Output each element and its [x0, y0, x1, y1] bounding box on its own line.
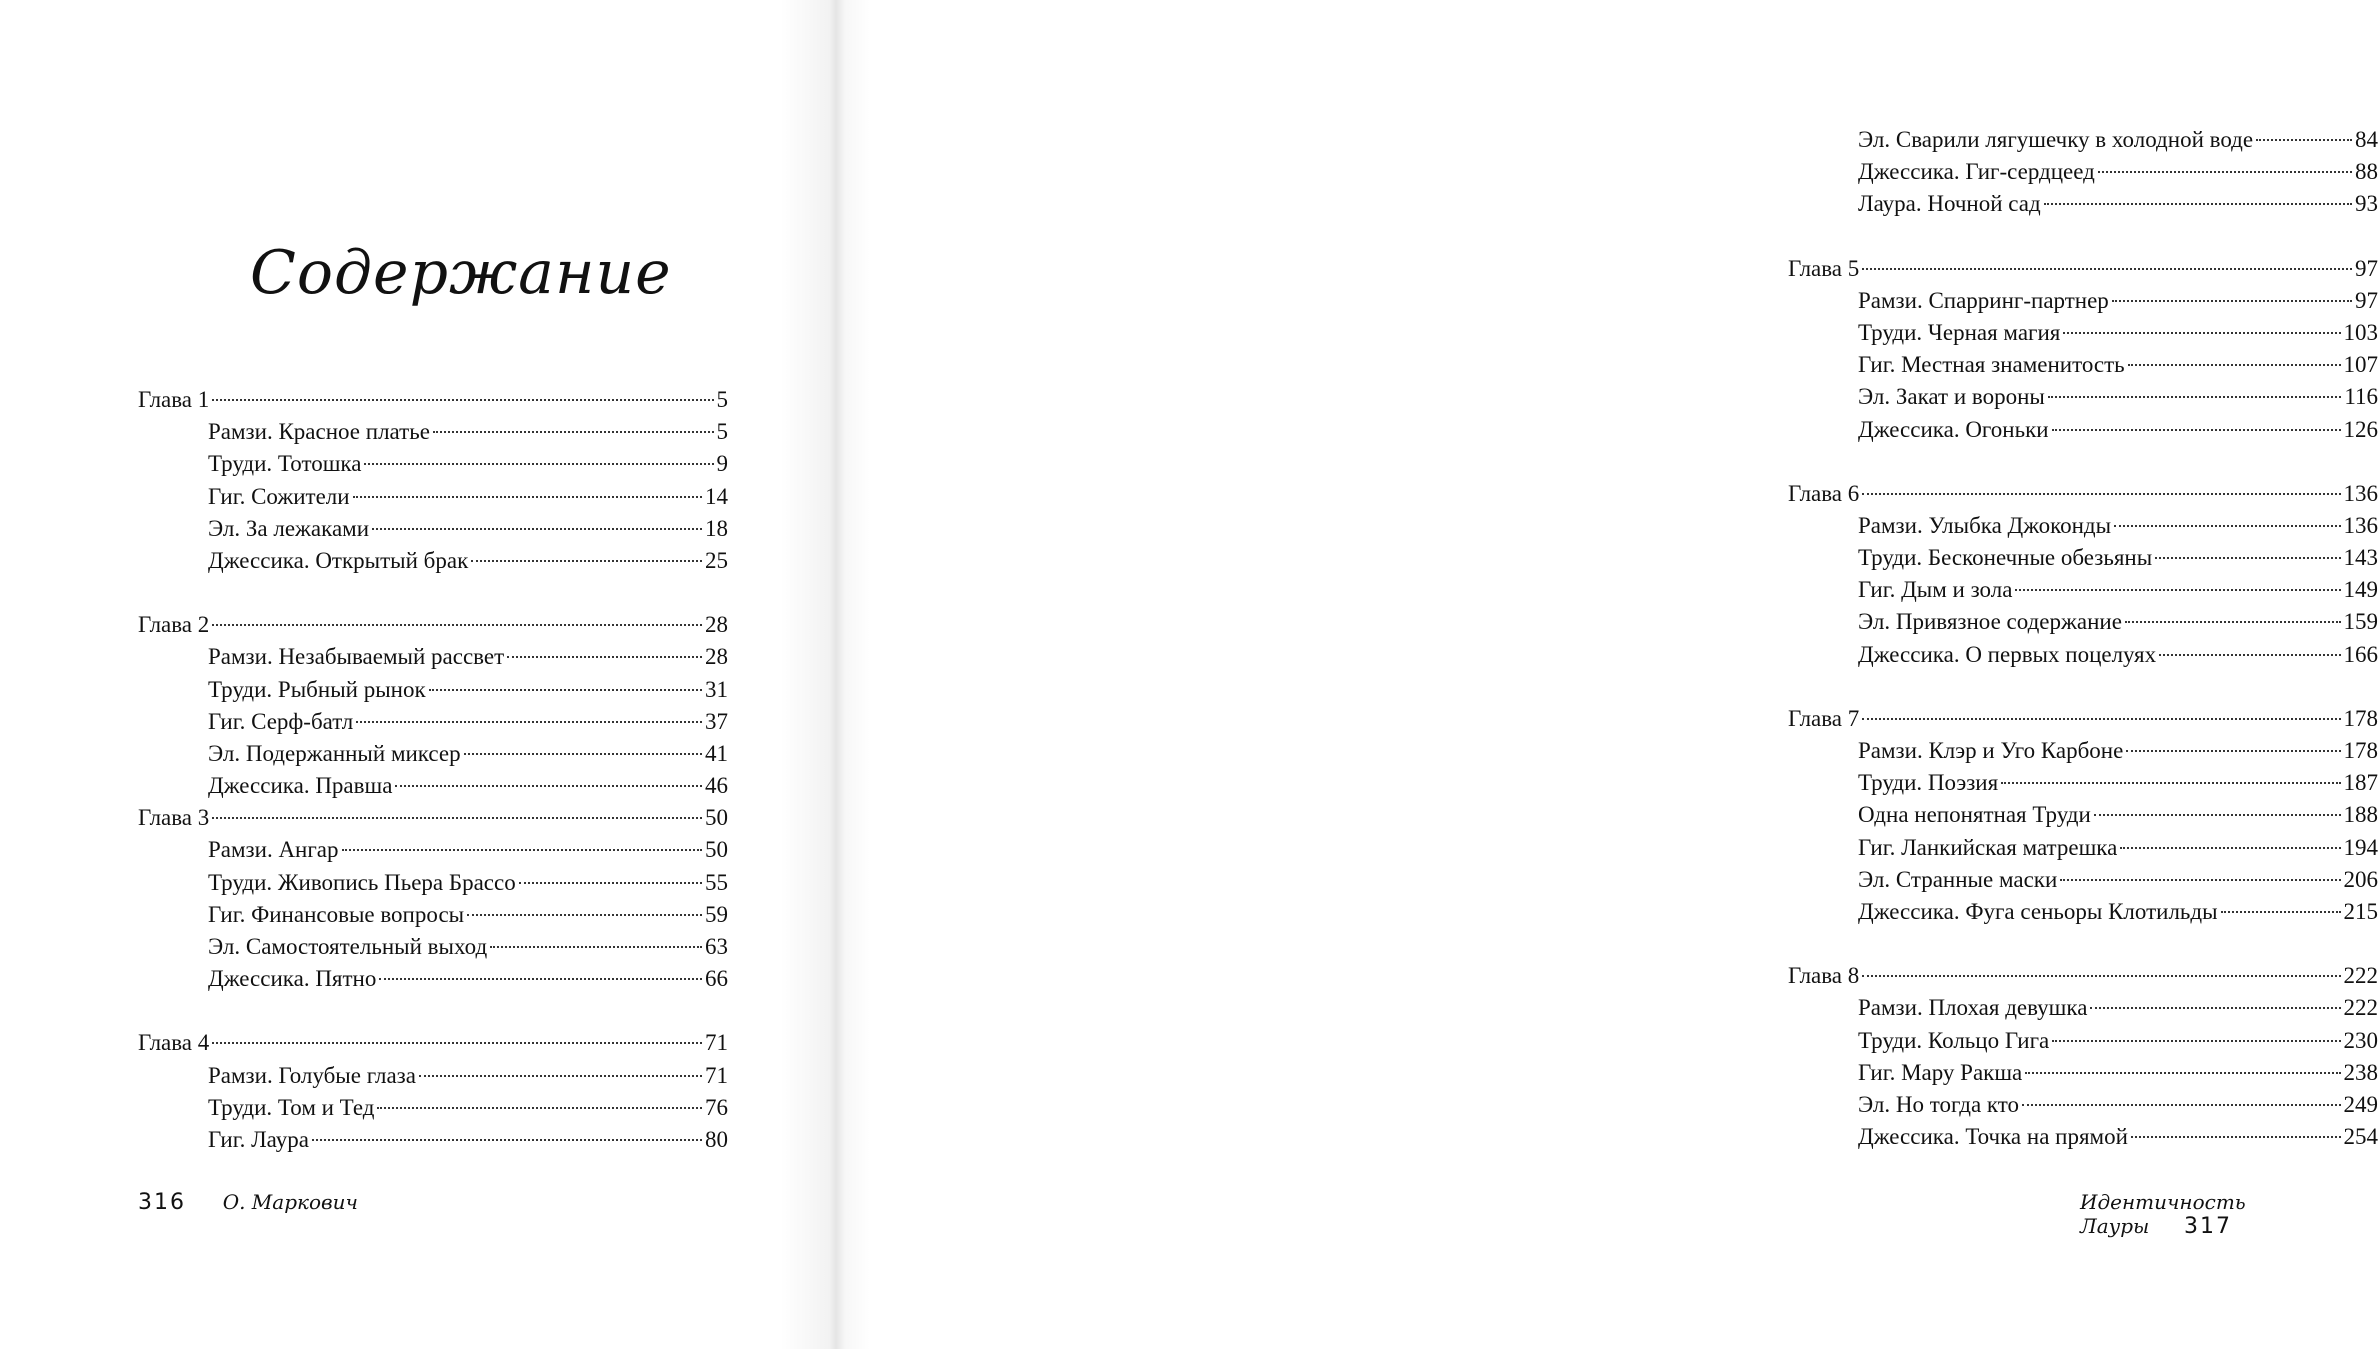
- toc-entry-label: Глава 1: [138, 387, 210, 412]
- toc-entry-label: Гиг. Лаура: [208, 1126, 309, 1152]
- toc-entry-page: 178: [2343, 738, 2378, 763]
- toc-dot-leader: [379, 978, 702, 980]
- toc-entry-label: Джессика. Пятно: [208, 966, 377, 992]
- toc-section-entry: [1788, 1025, 2378, 1057]
- toc-entry-page: 66: [705, 966, 728, 992]
- toc-chapter-entry: [138, 802, 728, 834]
- toc-entry-page: 136: [2343, 480, 2378, 506]
- toc-chapter-entry: [1788, 253, 2378, 285]
- toc-section-entry: [138, 706, 728, 738]
- toc-section-entry: [1788, 542, 2378, 574]
- toc-title: Содержание: [250, 238, 672, 308]
- toc-entry-label: Джессика. Точка на прямой: [1858, 1124, 2128, 1150]
- toc-entry-label: Эл. Сварили лягушечку в холодной воде: [1858, 127, 2254, 152]
- toc-section-entry: [1788, 1089, 2378, 1121]
- toc-spacer: [138, 577, 728, 609]
- toc-dot-leader: [467, 914, 702, 916]
- toc-dot-leader: [212, 624, 702, 626]
- toc-section-entry: [138, 448, 728, 480]
- toc-entry-page: 159: [2343, 609, 2378, 635]
- toc-entry-page: 206: [2343, 866, 2378, 892]
- toc-dot-leader: [312, 1139, 702, 1141]
- toc-dot-leader: [353, 496, 702, 498]
- toc-dot-leader: [212, 399, 713, 401]
- toc-dot-leader: [2063, 332, 2340, 334]
- toc-section-entry: [138, 899, 728, 931]
- toc-section-entry: [1788, 124, 2378, 156]
- toc-entry-page: 71: [705, 1062, 728, 1088]
- toc-dot-leader: [2060, 879, 2340, 881]
- toc-dot-leader: [2125, 621, 2341, 623]
- toc-entry-label: Гиг. Финансовые вопросы: [208, 901, 465, 927]
- toc-entry-label: Эл. Самостоятельный выход: [208, 934, 488, 959]
- toc-list-right: [1788, 124, 2378, 1153]
- toc-entry-label: Эл. Странные маски: [1858, 866, 2058, 892]
- toc-chapter-entry: [138, 609, 728, 641]
- toc-section-entry: [138, 770, 728, 802]
- toc-dot-leader: [395, 785, 702, 787]
- toc-entry-label: Эл. Но тогда кто: [1858, 1091, 2020, 1117]
- toc-entry-page: 126: [2343, 416, 2378, 442]
- toc-dot-leader: [2052, 429, 2341, 431]
- toc-entry-page: 93: [2355, 191, 2378, 217]
- toc-dot-leader: [2256, 139, 2352, 141]
- toc-entry-label: Глава 7: [1788, 705, 1860, 731]
- running-footer-title: Идентичность Лауры: [2080, 1190, 2246, 1238]
- toc-list-left: [138, 384, 728, 1156]
- toc-entry-page: 5: [716, 387, 728, 412]
- toc-entry-label: Рамзи. Спарринг-партнер: [1858, 287, 2109, 313]
- toc-dot-leader: [2094, 814, 2341, 816]
- toc-dot-leader: [372, 528, 702, 530]
- toc-entry-page: 50: [705, 805, 728, 831]
- footer-right: [2080, 1190, 2246, 1239]
- toc-entry-page: 55: [705, 869, 728, 895]
- toc-entry-label: Труди. Живопись Пьера Брассо: [208, 869, 516, 895]
- toc-chapter-entry: [1788, 703, 2378, 735]
- toc-entry-label: Джессика. О первых поцелуях: [1858, 641, 2157, 667]
- toc-entry-page: 76: [705, 1094, 728, 1120]
- toc-entry-label: Рамзи. Улыбка Джоконды: [1858, 512, 2112, 538]
- toc-dot-leader: [433, 431, 714, 433]
- toc-entry-page: 31: [705, 676, 728, 702]
- toc-entry-label: Глава 5: [1788, 255, 1860, 281]
- toc-entry-page: 14: [705, 483, 728, 509]
- toc-section-entry: [138, 963, 728, 995]
- toc-section-entry: [138, 481, 728, 513]
- toc-entry-label: Труди. Бесконечные обезьяны: [1858, 545, 2153, 571]
- toc-dot-leader: [212, 1042, 702, 1044]
- toc-section-entry: [1788, 864, 2378, 896]
- toc-dot-leader: [2112, 300, 2352, 302]
- toc-entry-label: Рамзи. Красное платье: [208, 419, 430, 445]
- toc-section-entry: [1788, 639, 2378, 671]
- toc-dot-leader: [2052, 1040, 2340, 1042]
- toc-entry-page: 28: [705, 644, 728, 670]
- toc-dot-leader: [1862, 718, 2340, 720]
- toc-dot-leader: [2126, 750, 2340, 752]
- toc-entry-page: 59: [705, 901, 728, 927]
- toc-dot-leader: [2022, 1104, 2340, 1106]
- toc-dot-leader: [212, 817, 702, 819]
- toc-section-entry: [1788, 832, 2378, 864]
- toc-section-entry: [1788, 735, 2378, 767]
- toc-entry-page: 9: [716, 451, 728, 477]
- toc-entry-page: 178: [2343, 705, 2378, 731]
- toc-entry-label: Рамзи. Клэр и Уго Карбоне: [1858, 738, 2124, 763]
- toc-section-entry: [1788, 381, 2378, 413]
- toc-entry-label: Глава 4: [138, 1030, 210, 1056]
- toc-chapter-entry: [1788, 478, 2378, 510]
- toc-dot-leader: [519, 882, 702, 884]
- toc-entry-label: Лаура. Ночной сад: [1858, 191, 2041, 217]
- toc-entry-page: 194: [2343, 834, 2378, 860]
- toc-entry-page: 28: [705, 612, 728, 638]
- toc-entry-label: Труди. Рыбный рынок: [208, 676, 426, 702]
- toc-section-entry: [1788, 799, 2378, 831]
- toc-entry-page: 166: [2343, 641, 2378, 667]
- toc-entry-label: Джессика. Гиг-сердцеед: [1858, 159, 2095, 185]
- toc-entry-page: 230: [2343, 1027, 2378, 1053]
- toc-entry-page: 238: [2343, 1059, 2378, 1085]
- running-footer-author: О. Маркович: [222, 1190, 358, 1214]
- toc-entry-page: 215: [2343, 898, 2378, 924]
- toc-dot-leader: [2090, 1007, 2340, 1009]
- toc-entry-page: 18: [705, 515, 728, 541]
- toc-entry-page: 249: [2343, 1091, 2378, 1117]
- toc-entry-label: Эл. Привязное содержание: [1858, 609, 2122, 635]
- toc-dot-leader: [2159, 654, 2340, 656]
- toc-dot-leader: [2044, 203, 2352, 205]
- toc-entry-page: 25: [705, 547, 728, 573]
- toc-section-entry: [1788, 992, 2378, 1024]
- toc-dot-leader: [1862, 975, 2340, 977]
- toc-entry-page: 80: [705, 1126, 728, 1152]
- toc-entry-page: 97: [2355, 287, 2378, 313]
- toc-section-entry: [1788, 896, 2378, 928]
- toc-section-entry: [1788, 349, 2378, 381]
- toc-dot-leader: [2015, 589, 2340, 591]
- toc-spacer: [1788, 671, 2378, 703]
- toc-entry-label: Глава 6: [1788, 480, 1860, 506]
- toc-section-entry: [138, 513, 728, 545]
- toc-entry-label: Гиг. Дым и зола: [1858, 577, 2013, 603]
- toc-entry-label: Джессика. Огоньки: [1858, 416, 2049, 442]
- toc-entry-label: Глава 8: [1788, 963, 1860, 989]
- toc-entry-label: Рамзи. Голубые глаза: [208, 1062, 416, 1088]
- toc-entry-label: Рамзи. Незабываемый рассвет: [208, 644, 505, 670]
- left-page: [0, 0, 835, 1349]
- toc-dot-leader: [1862, 493, 2340, 495]
- toc-entry-page: 143: [2343, 545, 2378, 571]
- toc-chapter-entry: [138, 1027, 728, 1059]
- toc-entry-label: Эл. Подержанный миксер: [208, 740, 461, 766]
- right-page: [835, 0, 2378, 1349]
- toc-section-entry: [1788, 1057, 2378, 1089]
- toc-dot-leader: [1862, 268, 2352, 270]
- toc-section-entry: [138, 416, 728, 448]
- toc-dot-leader: [364, 463, 713, 465]
- toc-entry-label: Глава 2: [138, 612, 210, 638]
- toc-section-entry: [1788, 1121, 2378, 1153]
- toc-entry-page: 41: [705, 740, 728, 766]
- toc-section-entry: [138, 931, 728, 963]
- toc-section-entry: [138, 641, 728, 673]
- toc-spacer: [1788, 928, 2378, 960]
- toc-entry-page: 50: [705, 837, 728, 863]
- toc-section-entry: [138, 834, 728, 866]
- toc-section-entry: [138, 545, 728, 577]
- toc-entry-label: Рамзи. Плохая девушка: [1858, 995, 2088, 1021]
- toc-dot-leader: [471, 560, 702, 562]
- toc-section-entry: [138, 1060, 728, 1092]
- page-number-left: 316: [138, 1190, 186, 1215]
- toc-entry-label: Эл. Закат и вороны: [1858, 384, 2045, 410]
- toc-section-entry: [1788, 767, 2378, 799]
- toc-entry-label: Гиг. Местная знаменитость: [1858, 352, 2125, 378]
- toc-entry-label: Труди. Поэзия: [1858, 770, 1999, 796]
- toc-dot-leader: [356, 721, 702, 723]
- toc-entry-label: Гиг. Мару Ракша: [1858, 1059, 2023, 1085]
- toc-section-entry: [138, 738, 728, 770]
- toc-entry-label: Одна непонятная Труди: [1858, 802, 2091, 828]
- toc-entry-page: 84: [2355, 127, 2378, 152]
- toc-dot-leader: [419, 1075, 702, 1077]
- toc-entry-page: 149: [2343, 577, 2378, 603]
- toc-entry-page: 71: [705, 1030, 728, 1056]
- toc-entry-label: Гиг. Ланкийская матрешка: [1858, 834, 2118, 860]
- toc-entry-page: 107: [2343, 352, 2378, 378]
- toc-dot-leader: [2001, 782, 2340, 784]
- toc-entry-label: Гиг. Сожители: [208, 483, 350, 509]
- toc-entry-label: Труди. Кольцо Гига: [1858, 1027, 2050, 1053]
- toc-dot-leader: [377, 1107, 702, 1109]
- toc-entry-label: Труди. Черная магия: [1858, 319, 2061, 345]
- toc-section-entry: [138, 867, 728, 899]
- toc-entry-label: Гиг. Серф-батл: [208, 708, 354, 734]
- toc-section-entry: [1788, 317, 2378, 349]
- toc-section-entry: [1788, 188, 2378, 220]
- toc-entry-page: 5: [716, 419, 728, 445]
- toc-entry-label: Глава 3: [138, 805, 210, 831]
- toc-section-entry: [1788, 285, 2378, 317]
- toc-entry-page: 187: [2343, 770, 2378, 796]
- toc-section-entry: [1788, 156, 2378, 188]
- toc-dot-leader: [2048, 396, 2341, 398]
- toc-entry-page: 37: [705, 708, 728, 734]
- toc-entry-page: 136: [2343, 512, 2378, 538]
- toc-entry-page: 63: [705, 934, 728, 959]
- toc-entry-page: 116: [2344, 384, 2378, 410]
- toc-entry-page: 88: [2355, 159, 2378, 185]
- toc-dot-leader: [2120, 847, 2340, 849]
- toc-entry-page: 97: [2355, 255, 2378, 281]
- toc-dot-leader: [2128, 364, 2341, 366]
- toc-entry-page: 254: [2343, 1124, 2378, 1150]
- toc-chapter-entry: [1788, 960, 2378, 992]
- toc-dot-leader: [429, 689, 702, 691]
- toc-dot-leader: [507, 656, 702, 658]
- toc-section-entry: [1788, 414, 2378, 446]
- toc-entry-page: 188: [2343, 802, 2378, 828]
- toc-entry-page: 222: [2343, 995, 2378, 1021]
- toc-dot-leader: [342, 849, 702, 851]
- toc-dot-leader: [2221, 911, 2341, 913]
- toc-entry-label: Джессика. Правша: [208, 773, 393, 799]
- toc-dot-leader: [2155, 557, 2340, 559]
- toc-spacer: [1788, 446, 2378, 478]
- toc-chapter-entry: [138, 384, 728, 416]
- toc-entry-label: Труди. Том и Тед: [208, 1094, 375, 1120]
- toc-section-entry: [1788, 510, 2378, 542]
- toc-entry-page: 46: [705, 773, 728, 799]
- toc-entry-page: 222: [2343, 963, 2378, 989]
- toc-entry-label: Труди. Тотошка: [208, 451, 362, 477]
- toc-dot-leader: [2114, 525, 2340, 527]
- toc-section-entry: [138, 674, 728, 706]
- toc-entry-label: Джессика. Открытый брак: [208, 547, 469, 573]
- footer-left: [138, 1190, 358, 1215]
- toc-dot-leader: [2098, 171, 2352, 173]
- toc-section-entry: [138, 1124, 728, 1156]
- toc-dot-leader: [2025, 1072, 2340, 1074]
- toc-entry-page: 103: [2343, 319, 2378, 345]
- toc-spacer: [1788, 221, 2378, 253]
- toc-entry-label: Эл. За лежаками: [208, 515, 370, 541]
- toc-section-entry: [138, 1092, 728, 1124]
- toc-dot-leader: [2131, 1136, 2341, 1138]
- toc-spacer: [138, 995, 728, 1027]
- toc-section-entry: [1788, 606, 2378, 638]
- toc-dot-leader: [464, 753, 702, 755]
- toc-entry-label: Рамзи. Ангар: [208, 837, 339, 863]
- toc-dot-leader: [490, 946, 702, 948]
- toc-section-entry: [1788, 574, 2378, 606]
- toc-entry-label: Джессика. Фуга сеньоры Клотильды: [1858, 898, 2218, 924]
- page-number-right: 317: [2184, 1214, 2232, 1239]
